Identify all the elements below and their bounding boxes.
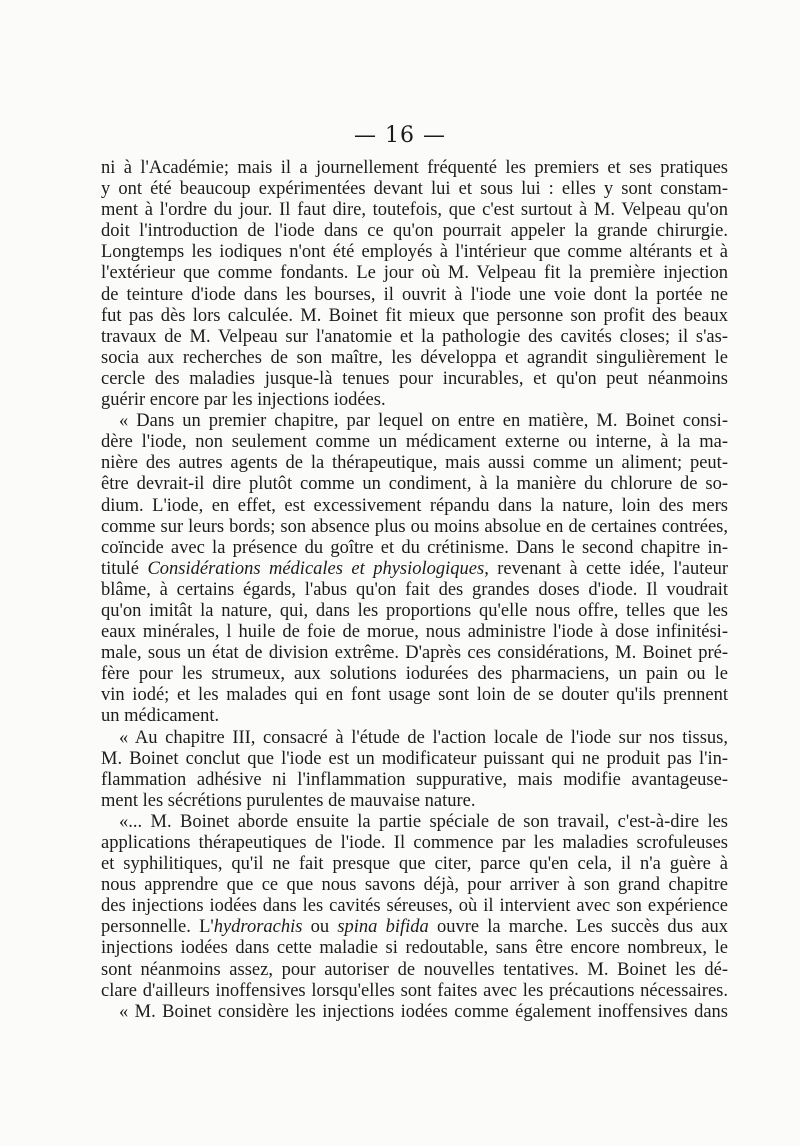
text-line (101, 938, 728, 959)
italic-text: spina bifida (337, 917, 429, 938)
body-text (101, 158, 728, 1023)
text-line (101, 158, 728, 179)
text-segment: coïncide avec la présence du goître et du crétinisme. Dans le second chapitre in- (101, 537, 728, 558)
text-segment: male, sous un état de division extrême. D'après ces considérations, M. Boinet pré- (101, 643, 728, 664)
text-segment: ou (302, 917, 338, 938)
text-segment: personnelle. L' (101, 917, 214, 938)
text-line (101, 474, 728, 495)
text-line (101, 263, 728, 284)
text-segment: fut pas dès lors calculée. M. Boinet fit mieux que personne son profit des beaux (101, 305, 728, 326)
text-line (101, 327, 728, 348)
text-segment: un médicament. (101, 706, 220, 727)
text-line (101, 390, 728, 411)
text-line (101, 664, 728, 685)
italic-text: hydrorachis (213, 917, 303, 938)
text-line (101, 517, 728, 538)
text-segment: doit l'introduction de l'iode dans ce qu'on pourrait appeler la grande chirurgie. (101, 221, 728, 242)
page-number: — 16 — (354, 123, 446, 148)
text-segment: injections iodées dans cette maladie si redoutable, sans être encore nombreux, le (101, 938, 728, 959)
text-line (101, 221, 728, 242)
text-line (101, 643, 728, 664)
text-segment: travaux de M. Velpeau sur l'anatomie et la pathologie des cavités closes; il s'as- (101, 326, 728, 347)
text-segment: flammation adhésive ni l'inflammation suppurative, mais modifie avantageuse- (101, 769, 728, 790)
text-line (101, 496, 728, 517)
text-line (101, 453, 728, 474)
text-line (101, 706, 728, 727)
text-segment: comme sur leurs bords; son absence plus ou moins absolue en de certaines contrées, (101, 516, 728, 537)
text-line (101, 981, 728, 1002)
text-segment: Longtemps les iodiques n'ont été employés à l'intérieur que comme altérants et à (101, 242, 728, 263)
text-segment: sont néanmoins assez, pour autoriser de nouvelles tentatives. M. Boinet les dé- (101, 959, 728, 980)
text-line (101, 559, 728, 580)
text-segment: ment les sécrétions purulentes de mauvaise nature. (101, 790, 476, 811)
text-segment: « Dans un premier chapitre, par lequel on entre en matière, M. Boinet consi- (119, 411, 728, 432)
text-line (101, 917, 728, 938)
text-line (101, 960, 728, 981)
text-segment: vin iodé; et les malades qui en font usage sont loin de se douter qu'ils prennent (101, 685, 728, 706)
text-line (101, 200, 728, 221)
text-line (101, 728, 728, 749)
text-line (101, 285, 728, 306)
text-segment: nière des autres agents de la thérapeutique, mais aussi comme un aliment; peut- (101, 453, 728, 474)
text-line (101, 411, 728, 432)
text-line (101, 369, 728, 390)
text-segment: des injections iodées dans les cavités séreuses, où il intervient avec son expérience (101, 896, 728, 917)
text-line (101, 242, 728, 263)
text-line (101, 1002, 728, 1023)
text-line (101, 833, 728, 854)
text-line (101, 685, 728, 706)
text-line (101, 538, 728, 559)
text-line (101, 875, 728, 896)
text-segment: ni à l'Académie; mais il a journellement fréquenté les premiers et ses pratiques (101, 158, 728, 178)
text-segment: l'extérieur que comme fondants. Le jour où M. Velpeau fit la première injection (101, 263, 728, 284)
text-segment: et syphilitiques, qu'il ne fait presque que citer, parce qu'en cela, il n'a guère à (101, 854, 728, 875)
text-line (101, 348, 728, 369)
text-segment: clare d'ailleurs inoffensives lorsqu'elles sont faites avec les précautions nécessaires. (101, 980, 728, 1001)
text-segment: guérir encore par les injections iodées. (101, 390, 386, 411)
text-segment: ment à l'ordre du jour. Il faut dire, toutefois, que c'est surtout à M. Velpeau qu'on (101, 200, 728, 221)
text-segment: qu'on imitât la nature, qui, dans les proportions qu'elle nous offre, telles que les (101, 600, 728, 621)
text-segment: applications thérapeutiques de l'iode. Il commence par les maladies scrofuleuses (101, 833, 728, 853)
text-line (101, 601, 728, 622)
text-segment: de teinture d'iode dans les bourses, il ouvrit à l'iode une voie dont la portée ne (101, 284, 728, 305)
text-line (101, 770, 728, 791)
text-segment: « Au chapitre III, consacré à l'étude de l'action locale de l'iode sur nos tissus, (119, 727, 728, 748)
text-line (101, 896, 728, 917)
text-segment: blâme, à certains égards, l'abus qu'on fait des grandes doses d'iode. Il voudrait (101, 579, 728, 600)
text-line (101, 812, 728, 833)
text-segment: dère l'iode, non seulement comme un médicament externe ou interne, à la ma- (101, 432, 728, 453)
text-line (101, 179, 728, 200)
italic-text: Considérations médicales et physiologiques (147, 558, 485, 579)
text-segment: M. Boinet conclut que l'iode est un modificateur puissant qui ne produit pas l'in- (101, 748, 728, 769)
text-segment: ouvre la marche. Les succès dus aux (428, 917, 728, 938)
text-line (101, 622, 728, 643)
text-line (101, 854, 728, 875)
text-segment: cercle des maladies jusque-là tenues pour incurables, et qu'on peut néanmoins (101, 368, 728, 389)
text-line (101, 432, 728, 453)
text-segment: y ont été beaucoup expérimentées devant lui et sous lui : elles y sont constam- (101, 179, 728, 200)
text-segment: dium. L'iode, en effet, est excessivement répandu dans la nature, loin des mers (101, 495, 728, 516)
text-segment: nous apprendre que ce que nous savons déjà, pour arriver à son grand chapitre (101, 875, 728, 896)
text-segment: être devrait-il dire plutôt comme un condiment, à la manière du chlorure de so- (101, 474, 728, 495)
text-segment: fère pour les strumeux, aux solutions iodurées des pharmaciens, un pain ou le (101, 664, 728, 685)
text-line (101, 749, 728, 770)
text-segment: socia aux recherches de son maître, les développa et agrandit singulièrement le (101, 347, 728, 368)
text-line (101, 306, 728, 327)
text-line (101, 791, 728, 812)
text-segment: « M. Boinet considère les injections iodées comme également inoffensives dans (119, 1001, 728, 1022)
text-segment: eaux minérales, l huile de foie de morue, nous administre l'iode à dose infinitési- (101, 622, 728, 643)
text-line (101, 580, 728, 601)
text-segment: «... M. Boinet aborde ensuite la partie spéciale de son travail, c'est-à-dire les (119, 811, 728, 832)
text-segment: , revenant à cette idée, l'auteur (484, 558, 728, 579)
text-segment: titulé (101, 558, 148, 579)
